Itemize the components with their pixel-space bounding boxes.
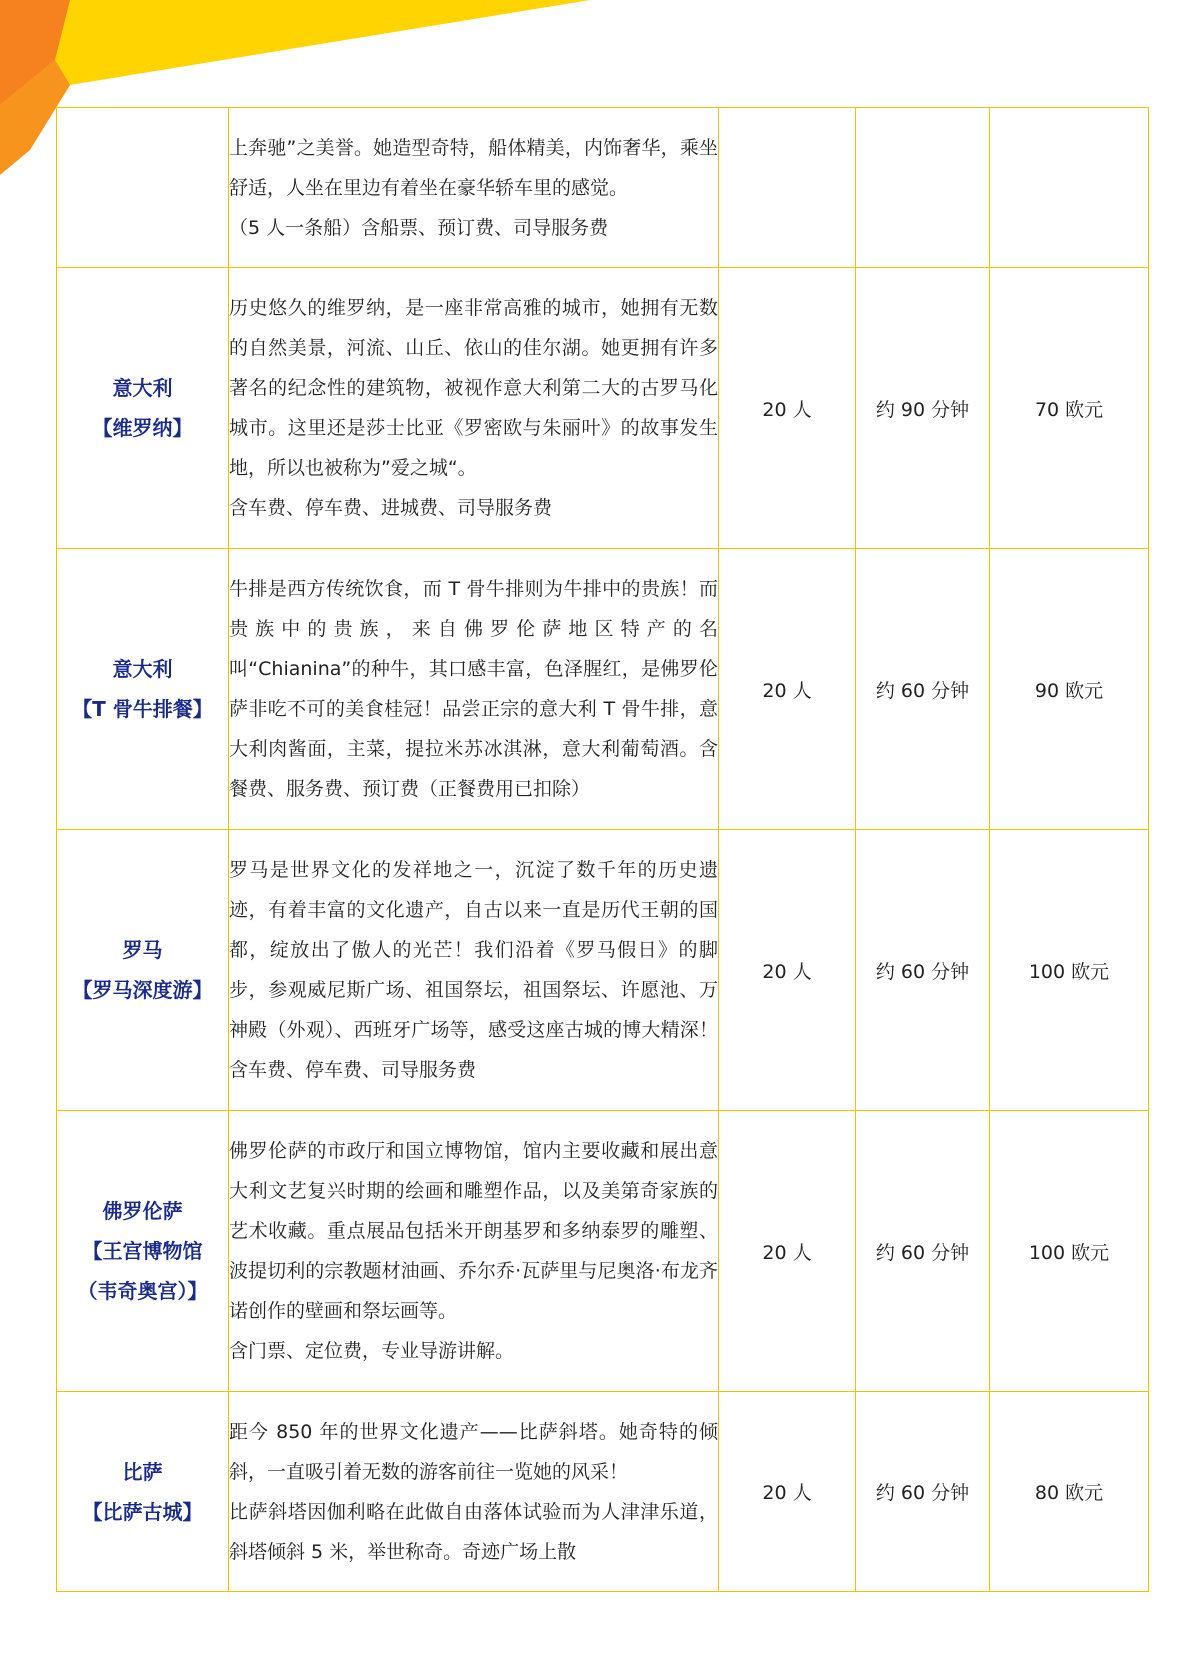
yellow-ribbon xyxy=(0,0,590,120)
description-paragraph: 含车费、停车费、进城费、司导服务费 xyxy=(229,497,553,519)
table-row xyxy=(57,549,1149,830)
description-cell xyxy=(229,268,719,549)
location-subtitle: 【罗马深度游】 xyxy=(72,978,213,1002)
location-cell xyxy=(57,108,229,268)
duration-cell xyxy=(856,108,990,268)
price-cell: 70 欧元 xyxy=(990,268,1149,549)
people-cell xyxy=(719,108,856,268)
location-subtitle: 【王宫博物馆 xyxy=(82,1239,203,1263)
location-subtitle: 【维罗纳】 xyxy=(92,416,193,440)
description-cell xyxy=(229,549,719,830)
location-name: 佛罗伦萨 xyxy=(102,1199,183,1223)
table-row xyxy=(57,830,1149,1111)
description-paragraph: 上奔驰”之美誉。她造型奇特，船体精美，内饰奢华，乘坐舒适，人坐在里边有着坐在豪华轿车里的感觉。 xyxy=(229,136,718,199)
description-cell xyxy=(229,1111,719,1392)
table-row xyxy=(57,268,1149,549)
description-paragraph: 历史悠久的维罗纳，是一座非常高雅的城市，她拥有无数的自然美景，河流、山丘、依山的佳尔湖。她更拥有许多著名的纪念性的建筑物，被视作意大利第二大的古罗马化城市。这里还是莎士比亚《罗密欧与朱丽叶》的故事发生地，所以也被称为”爱之城“。 xyxy=(229,297,718,479)
orange-shard xyxy=(0,0,70,105)
location-cell xyxy=(57,1392,229,1592)
location-subtitle: 【T 骨牛排餐】 xyxy=(72,697,213,721)
description-cell xyxy=(229,830,719,1111)
description-cell xyxy=(229,1392,719,1592)
people-cell: 20 人 xyxy=(719,830,856,1111)
description-cell xyxy=(229,108,719,268)
price-cell: 100 欧元 xyxy=(990,830,1149,1111)
description-paragraph: 比萨斜塔因伽利略在此做自由落体试验而为人津津乐道，斜塔倾斜 5 米，举世称奇。奇迹广场上散 xyxy=(229,1500,718,1563)
price-cell: 100 欧元 xyxy=(990,1111,1149,1392)
duration-cell: 约 90 分钟 xyxy=(856,268,990,549)
table-row xyxy=(57,108,1149,268)
price-cell: 80 欧元 xyxy=(990,1392,1149,1592)
location-cell xyxy=(57,830,229,1111)
location-cell xyxy=(57,549,229,830)
location-name: 比萨 xyxy=(122,1459,163,1484)
location-subtitle: 【比萨古城】 xyxy=(82,1499,203,1524)
duration-cell: 约 60 分钟 xyxy=(856,830,990,1111)
itinerary-table xyxy=(56,107,1149,1592)
price-cell: 90 欧元 xyxy=(990,549,1149,830)
description-paragraph: 佛罗伦萨的市政厅和国立博物馆，馆内主要收藏和展出意大利文艺复兴时期的绘画和雕塑作品，以及美第奇家族的艺术收藏。重点展品包括米开朗基罗和多纳泰罗的雕塑、波提切利的宗教题材油画、乔尔乔·瓦萨里与尼奥洛·布龙齐诺创作的壁画和祭坛画等。 xyxy=(229,1140,718,1322)
location-subtitle: （韦奇奥宫）】 xyxy=(77,1279,208,1303)
table-row xyxy=(57,1392,1149,1592)
location-name: 罗马 xyxy=(122,938,163,962)
description-paragraph: （5 人一条船）含船票、预订费、司导服务费 xyxy=(229,216,609,239)
table-row xyxy=(57,1111,1149,1392)
location-name: 意大利 xyxy=(112,657,173,681)
location-name: 意大利 xyxy=(112,376,173,400)
description-paragraph: 罗马是世界文化的发祥地之一，沉淀了数千年的历史遗迹，有着丰富的文化遗产，自古以来一直是历代王朝的国都，绽放出了傲人的光芒！我们沿着《罗马假日》的脚步，参观威尼斯广场、祖国祭坛，祖国祭坛、许愿池、万神殿（外观）、西班牙广场等，感受这座古城的博大精深！含车费、停车费、司导服务费 xyxy=(229,859,718,1081)
people-cell: 20 人 xyxy=(719,268,856,549)
duration-cell: 约 60 分钟 xyxy=(856,549,990,830)
location-cell xyxy=(57,268,229,549)
price-cell xyxy=(990,108,1149,268)
description-paragraph: 含门票、定位费，专业导游讲解。 xyxy=(229,1340,515,1362)
people-cell: 20 人 xyxy=(719,1111,856,1392)
duration-cell: 约 60 分钟 xyxy=(856,1392,990,1592)
duration-cell: 约 60 分钟 xyxy=(856,1111,990,1392)
description-paragraph: 牛排是西方传统饮食，而 T 骨牛排则为牛排中的贵族！而贵族中的贵族，来自佛罗伦萨地区特产的名叫“Chianina”的种牛，其口感丰富，色泽腥红，是佛罗伦萨非吃不可的美食桂冠！品尝正宗的意大利 T 骨牛排，意大利肉酱面，主菜，提拉米苏冰淇淋，意大利葡萄酒。含餐费、服务费、预订费（正餐费用已扣除） xyxy=(229,578,718,800)
people-cell: 20 人 xyxy=(719,1392,856,1592)
location-cell xyxy=(57,1111,229,1392)
people-cell: 20 人 xyxy=(719,549,856,830)
description-paragraph: 距今 850 年的世界文化遗产——比萨斜塔。她奇特的倾斜，一直吸引着无数的游客前往一览她的风采！ xyxy=(229,1420,718,1483)
